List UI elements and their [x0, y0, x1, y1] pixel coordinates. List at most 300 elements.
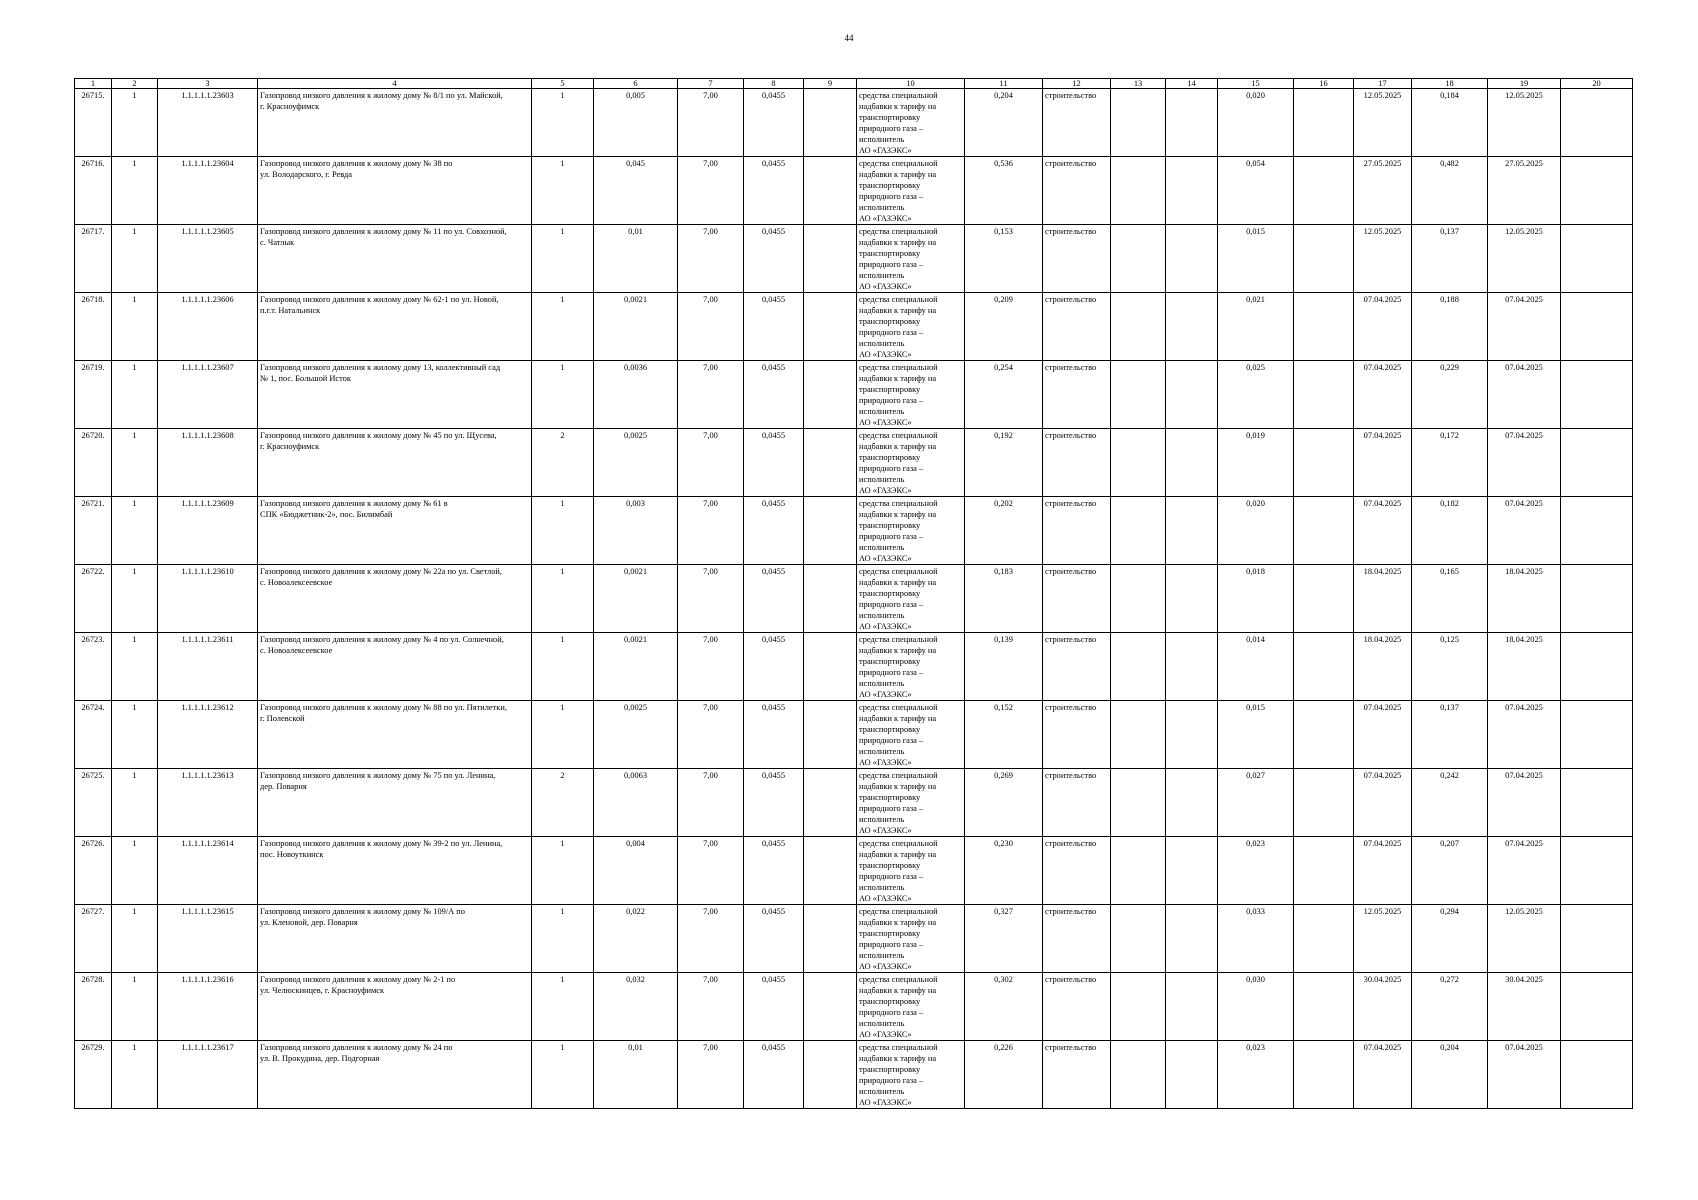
col2-value: 1: [112, 89, 158, 157]
col17-date: 12.05.2025: [1354, 905, 1412, 973]
column-header-20: 20: [1561, 79, 1633, 89]
col20-value: [1561, 565, 1633, 633]
col13-value: [1111, 905, 1166, 973]
col2-value: 1: [112, 769, 158, 837]
col9-value: [804, 157, 857, 225]
col16-value: [1294, 497, 1354, 565]
col11-value: 0,209: [965, 293, 1043, 361]
col11-value: 0,254: [965, 361, 1043, 429]
col9-value: [804, 293, 857, 361]
col9-value: [804, 361, 857, 429]
col11-value: 0,536: [965, 157, 1043, 225]
col14-value: [1166, 701, 1218, 769]
col9-value: [804, 701, 857, 769]
col17-date: 07.04.2025: [1354, 701, 1412, 769]
col5-value: 1: [532, 973, 594, 1041]
col17-date: 27.05.2025: [1354, 157, 1412, 225]
work-type: строительство: [1043, 157, 1111, 225]
col6-value: 0,01: [594, 225, 678, 293]
col20-value: [1561, 973, 1633, 1041]
col15-value: 0,014: [1218, 633, 1294, 701]
col5-value: 2: [532, 769, 594, 837]
col7-value: 7,00: [678, 293, 744, 361]
col17-date: 30.04.2025: [1354, 973, 1412, 1041]
row-number: 26716.: [75, 157, 112, 225]
col5-value: 1: [532, 225, 594, 293]
funding-source: средства специальной надбавки к тарифу на транспортировку природного газа – исполнитель АО «ГАЗЭКС»: [857, 225, 965, 293]
col15-value: 0,027: [1218, 769, 1294, 837]
col15-value: 0,015: [1218, 701, 1294, 769]
row-number: 26725.: [75, 769, 112, 837]
col14-value: [1166, 429, 1218, 497]
col8-value: 0,0455: [744, 293, 804, 361]
col11-value: 0,269: [965, 769, 1043, 837]
col15-value: 0,023: [1218, 1041, 1294, 1109]
col14-value: [1166, 565, 1218, 633]
col19-date: 18.04.2025: [1488, 633, 1561, 701]
row-number: 26726.: [75, 837, 112, 905]
object-name: Газопровод низкого давления к жилому дому № 11 по ул. Совхозной, с. Чатлык: [258, 225, 532, 293]
col8-value: 0,0455: [744, 89, 804, 157]
col18-value: 0,204: [1412, 1041, 1488, 1109]
column-header-15: 15: [1218, 79, 1294, 89]
col19-date: 27.05.2025: [1488, 157, 1561, 225]
object-code: 1.1.1.1.1.23615: [158, 905, 258, 973]
col7-value: 7,00: [678, 361, 744, 429]
object-code: 1.1.1.1.1.23617: [158, 1041, 258, 1109]
col6-value: 0,0021: [594, 565, 678, 633]
col6-value: 0,0021: [594, 633, 678, 701]
object-code: 1.1.1.1.1.23610: [158, 565, 258, 633]
col15-value: 0,025: [1218, 361, 1294, 429]
row-number: 26722.: [75, 565, 112, 633]
col13-value: [1111, 973, 1166, 1041]
col18-value: 0,137: [1412, 225, 1488, 293]
column-header-14: 14: [1166, 79, 1218, 89]
column-header-6: 6: [594, 79, 678, 89]
col6-value: 0,0036: [594, 361, 678, 429]
col20-value: [1561, 633, 1633, 701]
col20-value: [1561, 89, 1633, 157]
object-code: 1.1.1.1.1.23608: [158, 429, 258, 497]
col13-value: [1111, 633, 1166, 701]
column-header-2: 2: [112, 79, 158, 89]
table-body: [75, 89, 1633, 1109]
col9-value: [804, 497, 857, 565]
col11-value: 0,327: [965, 905, 1043, 973]
col6-value: 0,004: [594, 837, 678, 905]
col9-value: [804, 225, 857, 293]
object-name: Газопровод низкого давления к жилому дому № 109/А по ул. Кленовой, дер. Поварня: [258, 905, 532, 973]
col2-value: 1: [112, 1041, 158, 1109]
object-name: Газопровод низкого давления к жилому дому № 8/1 по ул. Майской, г. Красноуфимск: [258, 89, 532, 157]
funding-source: средства специальной надбавки к тарифу на транспортировку природного газа – исполнитель АО «ГАЗЭКС»: [857, 769, 965, 837]
col8-value: 0,0455: [744, 701, 804, 769]
col6-value: 0,0025: [594, 429, 678, 497]
col6-value: 0,0063: [594, 769, 678, 837]
col20-value: [1561, 905, 1633, 973]
object-name: Газопровод низкого давления к жилому дому № 75 по ул. Ленина, дер. Поварня: [258, 769, 532, 837]
col7-value: 7,00: [678, 157, 744, 225]
col13-value: [1111, 157, 1166, 225]
col6-value: 0,01: [594, 1041, 678, 1109]
col15-value: 0,033: [1218, 905, 1294, 973]
table-row: [75, 633, 1633, 701]
column-header-3: 3: [158, 79, 258, 89]
column-header-8: 8: [744, 79, 804, 89]
row-number: 26719.: [75, 361, 112, 429]
col7-value: 7,00: [678, 429, 744, 497]
col2-value: 1: [112, 293, 158, 361]
funding-source: средства специальной надбавки к тарифу на транспортировку природного газа – исполнитель АО «ГАЗЭКС»: [857, 701, 965, 769]
object-code: 1.1.1.1.1.23607: [158, 361, 258, 429]
col9-value: [804, 769, 857, 837]
col2-value: 1: [112, 905, 158, 973]
col13-value: [1111, 225, 1166, 293]
funding-source: средства специальной надбавки к тарифу на транспортировку природного газа – исполнитель АО «ГАЗЭКС»: [857, 157, 965, 225]
col5-value: 1: [532, 293, 594, 361]
object-name: Газопровод низкого давления к жилому дому № 45 по ул. Щусева, г. Красноуфимск: [258, 429, 532, 497]
col11-value: 0,230: [965, 837, 1043, 905]
col13-value: [1111, 701, 1166, 769]
col13-value: [1111, 1041, 1166, 1109]
col6-value: 0,045: [594, 157, 678, 225]
col11-value: 0,302: [965, 973, 1043, 1041]
table-row: [75, 701, 1633, 769]
row-number: 26729.: [75, 1041, 112, 1109]
col20-value: [1561, 497, 1633, 565]
col19-date: 30.04.2025: [1488, 973, 1561, 1041]
col8-value: 0,0455: [744, 633, 804, 701]
funding-source: средства специальной надбавки к тарифу на транспортировку природного газа – исполнитель АО «ГАЗЭКС»: [857, 89, 965, 157]
funding-source: средства специальной надбавки к тарифу на транспортировку природного газа – исполнитель АО «ГАЗЭКС»: [857, 429, 965, 497]
table-row: [75, 497, 1633, 565]
col17-date: 07.04.2025: [1354, 361, 1412, 429]
col20-value: [1561, 225, 1633, 293]
col5-value: 1: [532, 701, 594, 769]
object-name: Газопровод низкого давления к жилому дому № 24 по ул. В. Прокудина, дер. Подгорная: [258, 1041, 532, 1109]
col8-value: 0,0455: [744, 837, 804, 905]
col14-value: [1166, 633, 1218, 701]
col14-value: [1166, 89, 1218, 157]
column-header-16: 16: [1294, 79, 1354, 89]
col9-value: [804, 837, 857, 905]
col9-value: [804, 565, 857, 633]
column-header-13: 13: [1111, 79, 1166, 89]
col8-value: 0,0455: [744, 973, 804, 1041]
object-name: Газопровод низкого давления к жилому дому № 2-1 по ул. Челюскинцев, г. Красноуфимск: [258, 973, 532, 1041]
table-row: [75, 973, 1633, 1041]
col19-date: 07.04.2025: [1488, 429, 1561, 497]
col14-value: [1166, 497, 1218, 565]
table-row: [75, 1041, 1633, 1109]
col11-value: 0,202: [965, 497, 1043, 565]
col20-value: [1561, 361, 1633, 429]
col14-value: [1166, 769, 1218, 837]
funding-source: средства специальной надбавки к тарифу на транспортировку природного газа – исполнитель АО «ГАЗЭКС»: [857, 905, 965, 973]
col18-value: 0,272: [1412, 973, 1488, 1041]
col5-value: 1: [532, 497, 594, 565]
table-row: [75, 157, 1633, 225]
col19-date: 07.04.2025: [1488, 497, 1561, 565]
col7-value: 7,00: [678, 701, 744, 769]
col2-value: 1: [112, 837, 158, 905]
object-code: 1.1.1.1.1.23603: [158, 89, 258, 157]
col17-date: 12.05.2025: [1354, 225, 1412, 293]
col14-value: [1166, 225, 1218, 293]
col9-value: [804, 89, 857, 157]
work-type: строительство: [1043, 633, 1111, 701]
table-row: [75, 837, 1633, 905]
object-name: Газопровод низкого давления к жилому дому № 38 по ул. Володарского, г. Ревда: [258, 157, 532, 225]
funding-source: средства специальной надбавки к тарифу на транспортировку природного газа – исполнитель АО «ГАЗЭКС»: [857, 361, 965, 429]
object-code: 1.1.1.1.1.23611: [158, 633, 258, 701]
work-type: строительство: [1043, 497, 1111, 565]
col11-value: 0,153: [965, 225, 1043, 293]
col14-value: [1166, 837, 1218, 905]
col2-value: 1: [112, 565, 158, 633]
col5-value: 1: [532, 89, 594, 157]
col16-value: [1294, 701, 1354, 769]
col7-value: 7,00: [678, 769, 744, 837]
col20-value: [1561, 293, 1633, 361]
funding-source: средства специальной надбавки к тарифу на транспортировку природного газа – исполнитель АО «ГАЗЭКС»: [857, 565, 965, 633]
col9-value: [804, 973, 857, 1041]
object-name: Газопровод низкого давления к жилому дому № 22а по ул. Светлой, с. Новоалексеевское: [258, 565, 532, 633]
column-header-1: 1: [75, 79, 112, 89]
col17-date: 07.04.2025: [1354, 837, 1412, 905]
col2-value: 1: [112, 633, 158, 701]
col15-value: 0,015: [1218, 225, 1294, 293]
column-header-5: 5: [532, 79, 594, 89]
col7-value: 7,00: [678, 1041, 744, 1109]
object-code: 1.1.1.1.1.23606: [158, 293, 258, 361]
col20-value: [1561, 701, 1633, 769]
work-type: строительство: [1043, 973, 1111, 1041]
col19-date: 07.04.2025: [1488, 769, 1561, 837]
col7-value: 7,00: [678, 837, 744, 905]
col19-date: 07.04.2025: [1488, 361, 1561, 429]
col20-value: [1561, 837, 1633, 905]
work-type: строительство: [1043, 225, 1111, 293]
col13-value: [1111, 769, 1166, 837]
col5-value: 1: [532, 633, 594, 701]
col18-value: 0,229: [1412, 361, 1488, 429]
work-type: строительство: [1043, 905, 1111, 973]
col19-date: 12.05.2025: [1488, 89, 1561, 157]
col6-value: 0,003: [594, 497, 678, 565]
col8-value: 0,0455: [744, 1041, 804, 1109]
col7-value: 7,00: [678, 225, 744, 293]
table-row: [75, 565, 1633, 633]
col16-value: [1294, 837, 1354, 905]
row-number: 26723.: [75, 633, 112, 701]
work-type: строительство: [1043, 293, 1111, 361]
column-header-9: 9: [804, 79, 857, 89]
col7-value: 7,00: [678, 89, 744, 157]
col13-value: [1111, 837, 1166, 905]
work-type: строительство: [1043, 565, 1111, 633]
funding-source: средства специальной надбавки к тарифу на транспортировку природного газа – исполнитель АО «ГАЗЭКС»: [857, 1041, 965, 1109]
col15-value: 0,054: [1218, 157, 1294, 225]
table-row: [75, 361, 1633, 429]
col18-value: 0,242: [1412, 769, 1488, 837]
col15-value: 0,019: [1218, 429, 1294, 497]
row-number: 26724.: [75, 701, 112, 769]
col18-value: 0,294: [1412, 905, 1488, 973]
col14-value: [1166, 973, 1218, 1041]
col5-value: 2: [532, 429, 594, 497]
object-name: Газопровод низкого давления к жилому дому № 62-1 по ул. Новой, п.г.т. Натальинск: [258, 293, 532, 361]
col6-value: 0,0025: [594, 701, 678, 769]
funding-source: средства специальной надбавки к тарифу на транспортировку природного газа – исполнитель АО «ГАЗЭКС»: [857, 497, 965, 565]
col2-value: 1: [112, 701, 158, 769]
col5-value: 1: [532, 905, 594, 973]
col7-value: 7,00: [678, 565, 744, 633]
object-code: 1.1.1.1.1.23613: [158, 769, 258, 837]
col18-value: 0,125: [1412, 633, 1488, 701]
col7-value: 7,00: [678, 973, 744, 1041]
col16-value: [1294, 361, 1354, 429]
col18-value: 0,188: [1412, 293, 1488, 361]
work-type: строительство: [1043, 701, 1111, 769]
col15-value: 0,030: [1218, 973, 1294, 1041]
column-header-17: 17: [1354, 79, 1412, 89]
table-row: [75, 89, 1633, 157]
col8-value: 0,0455: [744, 905, 804, 973]
col6-value: 0,0021: [594, 293, 678, 361]
col15-value: 0,020: [1218, 497, 1294, 565]
col8-value: 0,0455: [744, 429, 804, 497]
col18-value: 0,482: [1412, 157, 1488, 225]
col16-value: [1294, 633, 1354, 701]
column-header-10: 10: [857, 79, 965, 89]
col2-value: 1: [112, 973, 158, 1041]
col20-value: [1561, 429, 1633, 497]
work-type: строительство: [1043, 361, 1111, 429]
object-name: Газопровод низкого давления к жилому дому № 39-2 по ул. Ленина, пос. Новоуткинск: [258, 837, 532, 905]
col9-value: [804, 633, 857, 701]
col15-value: 0,020: [1218, 89, 1294, 157]
column-header-19: 19: [1488, 79, 1561, 89]
object-code: 1.1.1.1.1.23614: [158, 837, 258, 905]
col19-date: 07.04.2025: [1488, 293, 1561, 361]
col19-date: 07.04.2025: [1488, 837, 1561, 905]
col15-value: 0,018: [1218, 565, 1294, 633]
col13-value: [1111, 497, 1166, 565]
col18-value: 0,137: [1412, 701, 1488, 769]
column-number-row: [75, 79, 1633, 89]
funding-source: средства специальной надбавки к тарифу на транспортировку природного газа – исполнитель АО «ГАЗЭКС»: [857, 973, 965, 1041]
row-number: 26717.: [75, 225, 112, 293]
col11-value: 0,183: [965, 565, 1043, 633]
column-header-7: 7: [678, 79, 744, 89]
register-table: [74, 78, 1633, 1109]
table-row: [75, 429, 1633, 497]
col14-value: [1166, 905, 1218, 973]
work-type: строительство: [1043, 89, 1111, 157]
col9-value: [804, 1041, 857, 1109]
col6-value: 0,005: [594, 89, 678, 157]
col5-value: 1: [532, 361, 594, 429]
col20-value: [1561, 1041, 1633, 1109]
col11-value: 0,152: [965, 701, 1043, 769]
col5-value: 1: [532, 837, 594, 905]
object-code: 1.1.1.1.1.23612: [158, 701, 258, 769]
col17-date: 07.04.2025: [1354, 497, 1412, 565]
funding-source: средства специальной надбавки к тарифу на транспортировку природного газа – исполнитель АО «ГАЗЭКС»: [857, 293, 965, 361]
object-name: Газопровод низкого давления к жилому дому 13, коллективный сад № 1, пос. Большой Исток: [258, 361, 532, 429]
col18-value: 0,172: [1412, 429, 1488, 497]
col2-value: 1: [112, 157, 158, 225]
object-code: 1.1.1.1.1.23604: [158, 157, 258, 225]
col18-value: 0,182: [1412, 497, 1488, 565]
col18-value: 0,207: [1412, 837, 1488, 905]
col5-value: 1: [532, 565, 594, 633]
work-type: строительство: [1043, 429, 1111, 497]
column-header-4: 4: [258, 79, 532, 89]
table-row: [75, 769, 1633, 837]
work-type: строительство: [1043, 769, 1111, 837]
col20-value: [1561, 157, 1633, 225]
col5-value: 1: [532, 157, 594, 225]
col2-value: 1: [112, 361, 158, 429]
col13-value: [1111, 361, 1166, 429]
col8-value: 0,0455: [744, 497, 804, 565]
col19-date: 07.04.2025: [1488, 1041, 1561, 1109]
object-name: Газопровод низкого давления к жилому дому № 61 в СПК «Бюджетник-2», пос. Билимбай: [258, 497, 532, 565]
object-name: Газопровод низкого давления к жилому дому № 88 по ул. Пятилетки, г. Полевской: [258, 701, 532, 769]
row-number: 26720.: [75, 429, 112, 497]
col17-date: 18.04.2025: [1354, 633, 1412, 701]
column-header-18: 18: [1412, 79, 1488, 89]
col17-date: 07.04.2025: [1354, 293, 1412, 361]
col16-value: [1294, 225, 1354, 293]
col19-date: 07.04.2025: [1488, 701, 1561, 769]
funding-source: средства специальной надбавки к тарифу на транспортировку природного газа – исполнитель АО «ГАЗЭКС»: [857, 633, 965, 701]
col16-value: [1294, 157, 1354, 225]
col8-value: 0,0455: [744, 361, 804, 429]
col2-value: 1: [112, 225, 158, 293]
column-header-12: 12: [1043, 79, 1111, 89]
col11-value: 0,204: [965, 89, 1043, 157]
col16-value: [1294, 1041, 1354, 1109]
work-type: строительство: [1043, 837, 1111, 905]
work-type: строительство: [1043, 1041, 1111, 1109]
col17-date: 07.04.2025: [1354, 429, 1412, 497]
col2-value: 1: [112, 497, 158, 565]
row-number: 26715.: [75, 89, 112, 157]
col19-date: 12.05.2025: [1488, 905, 1561, 973]
col14-value: [1166, 293, 1218, 361]
col19-date: 12.05.2025: [1488, 225, 1561, 293]
col8-value: 0,0455: [744, 769, 804, 837]
col13-value: [1111, 89, 1166, 157]
col14-value: [1166, 1041, 1218, 1109]
col6-value: 0,032: [594, 973, 678, 1041]
col13-value: [1111, 565, 1166, 633]
col16-value: [1294, 973, 1354, 1041]
row-number: 26728.: [75, 973, 112, 1041]
col16-value: [1294, 293, 1354, 361]
col15-value: 0,021: [1218, 293, 1294, 361]
page-number: 44: [844, 33, 854, 43]
col8-value: 0,0455: [744, 565, 804, 633]
col8-value: 0,0455: [744, 225, 804, 293]
col16-value: [1294, 905, 1354, 973]
object-code: 1.1.1.1.1.23609: [158, 497, 258, 565]
col17-date: 12.05.2025: [1354, 89, 1412, 157]
